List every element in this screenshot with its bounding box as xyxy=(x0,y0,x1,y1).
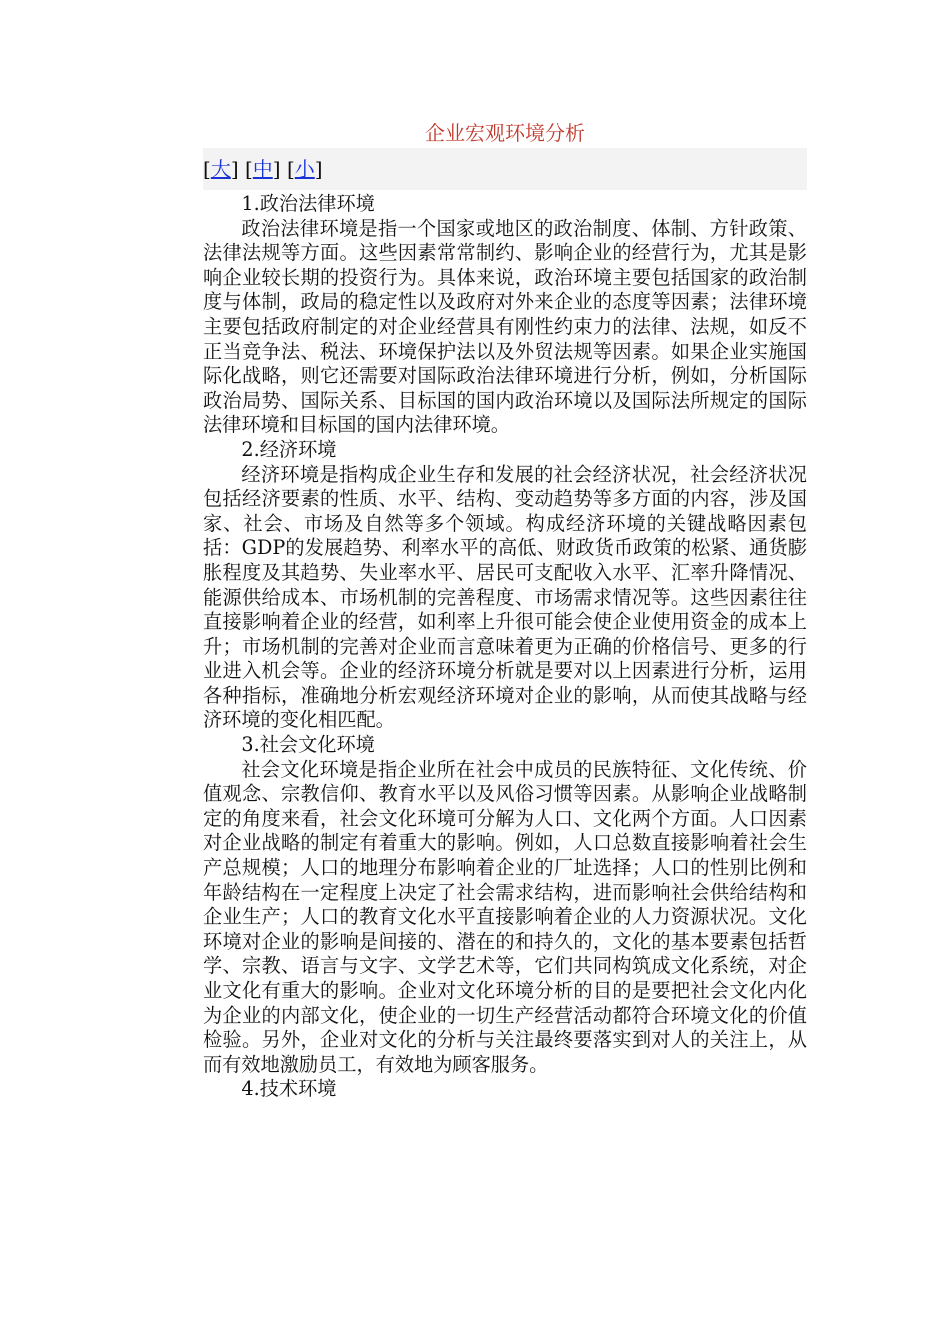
section-heading: 2.经济环境 xyxy=(241,437,337,461)
section-heading: 1.政治法律环境 xyxy=(241,192,375,215)
font-size-small-link[interactable]: 小 xyxy=(294,157,315,181)
article-body xyxy=(203,192,807,1102)
section-paragraph: 政治法律环境是指一个国家或地区的政治制度、体制、方针政策、法律法规等方面。这些因素常常制约、影响企业的经营行为，尤其是影响企业较长期的投资行为。具体来说，政治环境主要包括国家的政治制度与体制，政局的稳定性以及政府对外来企业的态度等因素；法律环境主要包括政府制定的对企业经营具有刚性约束力的法律、法规，如反不正当竞争法、税法、环境保护法以及外贸法规等因素。如果企业实施国际化战略，则它还需要对国际政治法律环境进行分析，例如，分析国际政治局势、国际关系、目标国的国内政治环境以及国际法所规定的国际法律环境和目标国的国内法律环境。 xyxy=(203,216,807,437)
section-paragraph: 社会文化环境是指企业所在社会中成员的民族特征、文化传统、价值观念、宗教信仰、教育水平以及风俗习惯等因素。从影响企业战略制定的角度来看，社会文化环境可分解为人口、文化两个方面。人口因素对企业战略的制定有着重大的影响。例如，人口总数直接影响着社会生产总规模；人口的地理分布影响着企业的厂址选择；人口的性别比例和年龄结构在一定程度上决定了社会需求结构，进而影响社会供给结构和企业生产；人口的教育文化水平直接影响着企业的人力资源状况。文化环境对企业的影响是间接的、潜在的和持久的，文化的基本要素包括哲学、宗教、语言与文字、文学艺术等，它们共同构筑成文化系统，对企业文化有重大的影响。企业对文化环境分析的目的是要把社会文化内化为企业的内部文化，使企业的一切生产经营活动都符合环境文化的价值检验。另外，企业对文化的分析与关注最终要落实到对人的关注上，从而有效地激励员工，有效地为顾客服务。 xyxy=(203,757,807,1076)
font-size-switcher: [大] [中] [小] xyxy=(203,148,807,190)
font-size-medium-link[interactable]: 中 xyxy=(252,157,273,181)
article xyxy=(203,118,807,1102)
section-heading: 3.社会文化环境 xyxy=(241,733,375,757)
section-paragraph: 经济环境是指构成企业生存和发展的社会经济状况，社会经济状况包括经济要素的性质、水平、结构、变动趋势等多方面的内容，涉及国家、社会、市场及自然等多个领域。构成经济环境的关键战略因素包括：GDP的发展趋势、利率水平的高低、财政货币政策的松紧、通货膨胀程度及其趋势、失业率水平、居民可支配收入水平、汇率升降情况、能源供给成本、市场机制的完善程度、市场需求情况等。这些因素往往直接影响着企业的经营，如利率上升很可能会使企业使用资金的成本上升；市场机制的完善对企业而言意味着更为正确的价格信号、更多的行业进入机会等。企业的经济环境分析就是要对以上因素进行分析，运用各种指标，准确地分析宏观经济环境对企业的影响，从而使其战略与经济环境的变化相匹配。 xyxy=(203,462,807,732)
section-heading: 4.技术环境 xyxy=(241,1077,337,1101)
font-size-large-link[interactable]: 大 xyxy=(210,157,231,181)
article-title: 企业宏观环境分析 xyxy=(425,121,585,145)
